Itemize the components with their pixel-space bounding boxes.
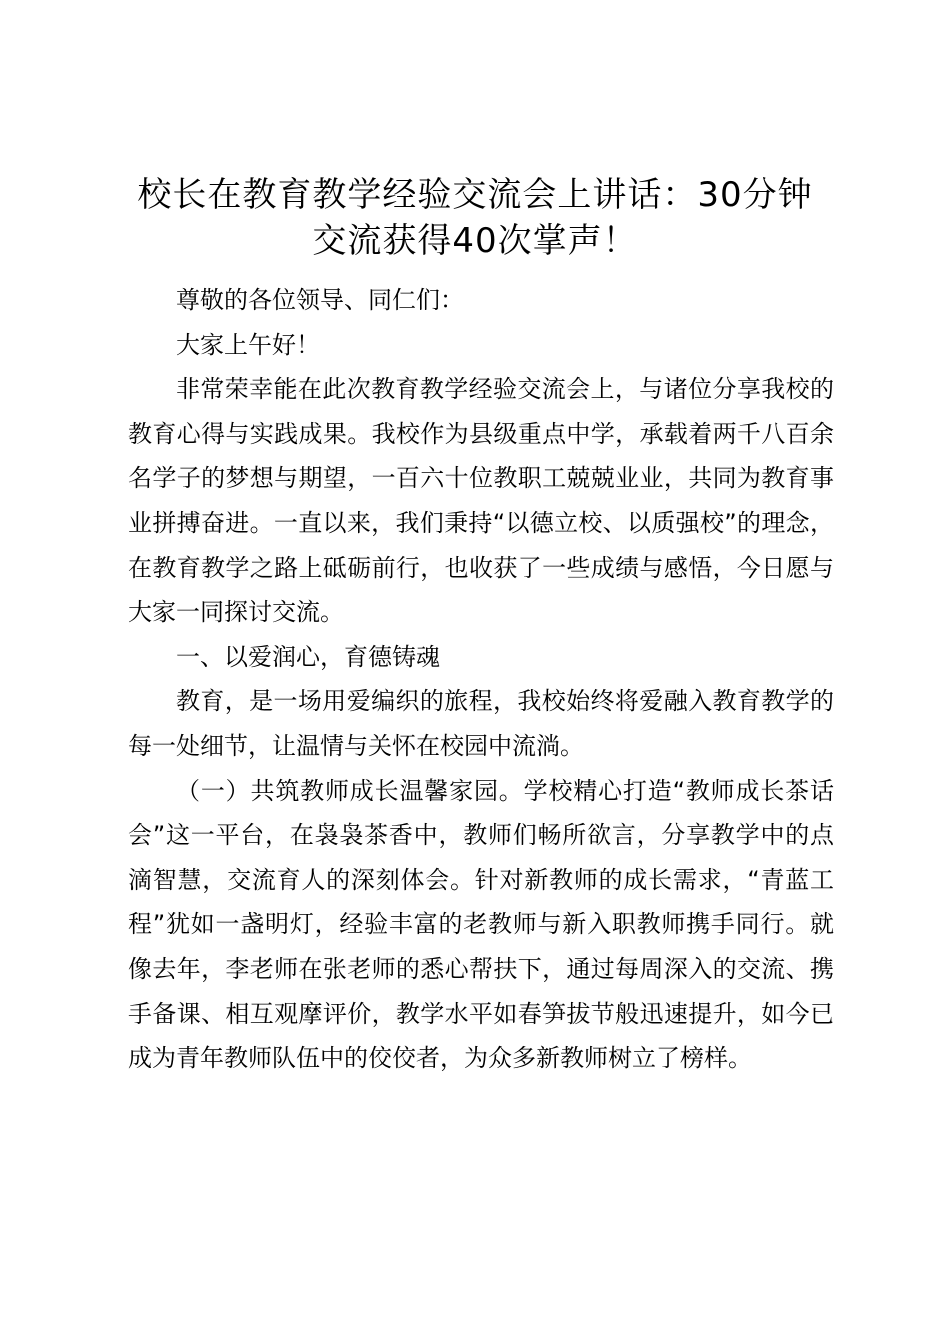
paragraph-section-1-intro: 教育，是一场用爱编织的旅程，我校始终将爱融入教育教学的每一处细节，让温情与关怀在校园中流淌。 <box>128 687 834 760</box>
document-title <box>60 172 890 264</box>
greeting: 大家上午好！ <box>176 330 320 359</box>
title-line-1: 校长在教育教学经验交流会上讲话：30分钟 <box>137 175 813 215</box>
paragraph-subsection-1: （一）共筑教师成长温馨家园。学校精心打造“教师成长茶话会”这一平台，在袅袅茶香中，教师们畅所欲言，分享教学中的点滴智慧，交流育人的深刻体会。针对新教师的成长需求，“青蓝工程”犹如一盏明灯，经验丰富的老教师与新入职教师携手同行。就像去年，李老师在张老师的悉心帮扶下，通过每周深入的交流、携手备课、相互观摩评价，教学水平如春笋拔节般迅速提升，如今已成为青年教师队伍中的佼佼者，为众多新教师树立了榜样。 <box>128 776 834 1073</box>
salutation: 尊敬的各位领导、同仁们： <box>176 286 464 314</box>
section-heading-1: 一、以爱润心，育德铸魂 <box>176 642 440 671</box>
document-body <box>128 278 834 1081</box>
paragraph-intro: 非常荣幸能在此次教育教学经验交流会上，与诸位分享我校的教育心得与实践成果。我校作为县级重点中学，承载着两千八百余名学子的梦想与期望，一百六十位教职工兢兢业业，共同为教育事业拼搏奋进。一直以来，我们秉持“以德立校、以质强校”的理念，在教育教学之路上砥砺前行，也收获了一些成绩与感悟，今日愿与大家一同探讨交流。 <box>128 375 834 627</box>
title-line-2: 交流获得40次掌声！ <box>312 221 638 261</box>
